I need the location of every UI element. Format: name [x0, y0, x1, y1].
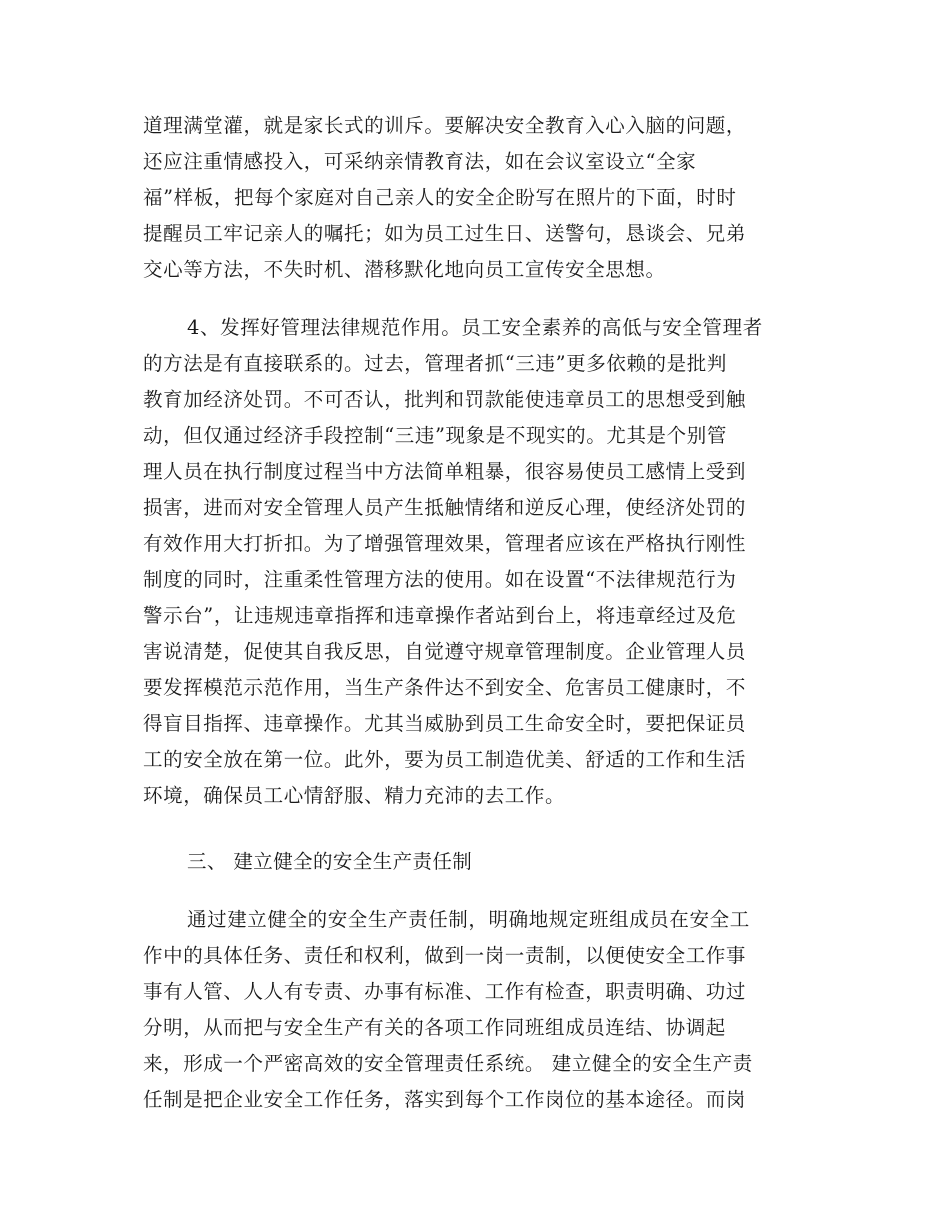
paragraph-line: 还应注重情感投入，可采纳亲情教育法，如在会议室设立“全家: [143, 150, 697, 173]
paragraph-line: 制度的同时，注重柔性管理方法的使用。如在设置“不法律规范行为: [143, 568, 737, 591]
paragraph-line: 有效作用大打折扣。为了增强管理效果，管理者应该在严格执行刚性: [143, 532, 747, 555]
paragraph-line: 教育加经济处罚。不可否认，批判和罚款能使违章员工的思想受到触: [143, 388, 747, 411]
paragraph-line: 道理满堂灌，就是家长式的训斥。要解决安全教育入心入脑的问题，: [143, 114, 747, 137]
paragraph-line: 害说清楚，促使其自我反思，自觉遵守规章管理制度。企业管理人员: [143, 640, 747, 663]
paragraph-line: 4、发挥好管理法律规范作用。员工安全素养的高低与安全管理者: [187, 316, 763, 339]
section-heading: 三、 建立健全的安全生产责任制: [187, 850, 473, 873]
paragraph-line: 的方法是有直接联系的。过去，管理者抓“三违”更多依赖的是批判: [143, 352, 727, 375]
paragraph-line: 环境，确保员工心情舒服、精力充沛的去工作。: [143, 784, 566, 807]
paragraph-line: 理人员在执行制度过程当中方法简单粗暴，很容易使员工感情上受到: [143, 460, 747, 483]
paragraph-line: 分明，从而把与安全生产有关的各项工作同班组成员连结、协调起: [143, 1016, 726, 1039]
paragraph-line: 工的安全放在第一位。此外，要为员工制造优美、舒适的工作和生活: [143, 748, 747, 771]
paragraph-line: 任制是把企业安全工作任务，落实到每个工作岗位的基本途径。而岗: [143, 1088, 747, 1111]
paragraph-line: 要发挥模范示范作用，当生产条件达不到安全、危害员工健康时，不: [143, 676, 747, 699]
paragraph-line: 事有人管、人人有专责、办事有标准、工作有检查，职责明确、功过: [143, 980, 747, 1003]
paragraph-line: 交心等方法，不失时机、潜移默化地向员工宣传安全思想。: [143, 258, 666, 281]
paragraph-line: 警示台”，让违规违章指挥和违章操作者站到台上，将违章经过及危: [143, 604, 737, 627]
paragraph-line: 来，形成一个严密高效的安全管理责任系统。 建立健全的安全生产责: [143, 1052, 753, 1075]
paragraph-line: 得盲目指挥、违章操作。尤其当威胁到员工生命安全时，要把保证员: [143, 712, 747, 735]
paragraph-line: 损害，进而对安全管理人员产生抵触情绪和逆反心理，使经济处罚的: [143, 496, 747, 519]
paragraph-line: 提醒员工牢记亲人的嘱托；如为员工过生日、送警句，恳谈会、兄弟: [143, 222, 747, 245]
paragraph-line: 动，但仅通过经济手段控制“三违”现象是不现实的。尤其是个别管: [143, 424, 727, 447]
paragraph-line: 通过建立健全的安全生产责任制，明确地规定班组成员在安全工: [187, 908, 750, 931]
paragraph-line: 作中的具体任务、责任和权利，做到一岗一责制，以便使安全工作事: [143, 944, 747, 967]
paragraph-line: 福”样板，把每个家庭对自己亲人的安全企盼写在照片的下面，时时: [143, 186, 737, 209]
